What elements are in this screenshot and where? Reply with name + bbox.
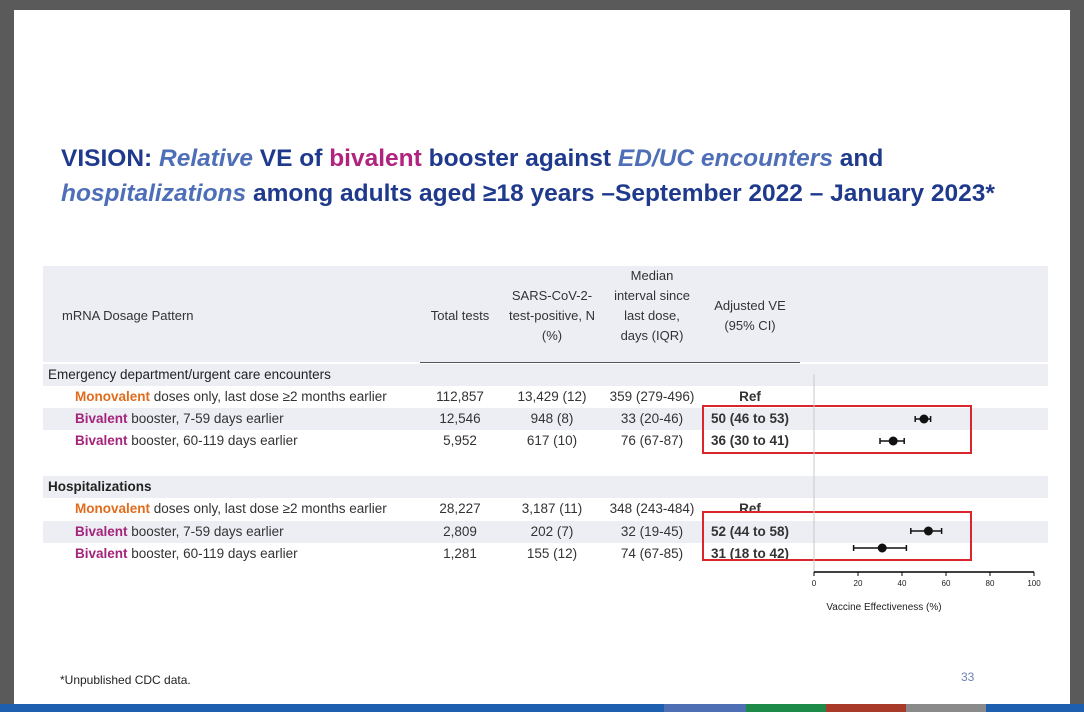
point-estimate — [924, 527, 933, 536]
section-ed: Emergency department/urgent care encounters — [48, 367, 331, 382]
header-total: Total tests — [430, 308, 490, 323]
x-tick-label: 40 — [897, 579, 907, 588]
bottom-color-bar — [0, 704, 1084, 712]
x-tick-label: 0 — [811, 579, 817, 588]
bar-segment — [826, 704, 906, 712]
cell-median: 33 (20-46) — [620, 411, 684, 426]
row-label: Bivalent booster, 60-119 days earlier — [75, 433, 298, 448]
cell-median: 359 (279-496) — [609, 389, 695, 404]
cell-positive: 155 (12) — [526, 546, 578, 561]
row-label: Monovalent doses only, last dose ≥2 months earlier — [75, 389, 387, 404]
cell-ve: 31 (18 to 42) — [710, 546, 790, 561]
cell-ve: Ref — [739, 501, 761, 516]
cell-ve: 36 (30 to 41) — [710, 433, 790, 448]
cell-positive: 13,429 (12) — [517, 389, 587, 404]
section-hosp: Hospitalizations — [48, 479, 152, 494]
cell-total: 2,809 — [443, 524, 477, 539]
header-median: Median interval since last dose, days (IQR) — [614, 268, 690, 343]
cell-ve: 50 (46 to 53) — [710, 411, 790, 426]
point-estimate — [920, 415, 929, 424]
bar-segment — [746, 704, 826, 712]
page-number: 33 — [961, 670, 975, 684]
cell-positive: 948 (8) — [530, 411, 574, 426]
cell-total: 112,857 — [436, 389, 484, 404]
header-pattern: mRNA Dosage Pattern — [62, 308, 194, 323]
cell-median: 348 (243-484) — [609, 501, 695, 516]
row-label: Bivalent booster, 7-59 days earlier — [75, 411, 284, 426]
cell-median: 76 (67-87) — [620, 433, 684, 448]
bar-segment — [986, 704, 1084, 712]
row-label: Bivalent booster, 7-59 days earlier — [75, 524, 284, 539]
cell-median: 32 (19-45) — [620, 524, 684, 539]
x-tick-label: 100 — [1027, 579, 1041, 588]
header-positive: SARS-CoV-2-test-positive, N (%) — [509, 288, 595, 343]
row-label: Bivalent booster, 60-119 days earlier — [75, 546, 298, 561]
bar-segment — [906, 704, 986, 712]
ci-point-ed — [915, 415, 930, 424]
ci-point-hosp — [854, 544, 907, 553]
cell-ve: 52 (44 to 58) — [710, 524, 790, 539]
header-ve: Adjusted VE (95% CI) — [714, 298, 786, 333]
cell-total: 28,227 — [439, 501, 481, 516]
cell-positive: 3,187 (11) — [521, 501, 583, 516]
cell-total: 1,281 — [443, 546, 477, 561]
point-estimate — [889, 437, 898, 446]
slide-title: VISION: Relative VE of bivalent booster against ED/UC encounters and hospitalizations among adults aged ≥18 years –September 2022 – January 2023* — [61, 145, 995, 207]
cell-positive: 202 (7) — [530, 524, 574, 539]
bar-segment — [0, 704, 664, 712]
cell-median: 74 (67-85) — [620, 546, 684, 561]
x-tick-label: 80 — [985, 579, 995, 588]
x-tick-label: 20 — [853, 579, 863, 588]
x-tick-label: 60 — [941, 579, 951, 588]
x-axis-label: Vaccine Effectiveness (%) — [826, 602, 942, 613]
row-label: Monovalent doses only, last dose ≥2 months earlier — [75, 501, 387, 516]
cell-ve: Ref — [739, 389, 761, 404]
cell-total: 12,546 — [439, 411, 481, 426]
ci-point-hosp — [911, 527, 942, 536]
cell-positive: 617 (10) — [526, 433, 578, 448]
ci-point-ed — [880, 437, 904, 446]
cell-total: 5,952 — [443, 433, 477, 448]
bar-segment — [664, 704, 746, 712]
point-estimate — [878, 544, 887, 553]
footnote: *Unpublished CDC data. — [60, 673, 191, 687]
